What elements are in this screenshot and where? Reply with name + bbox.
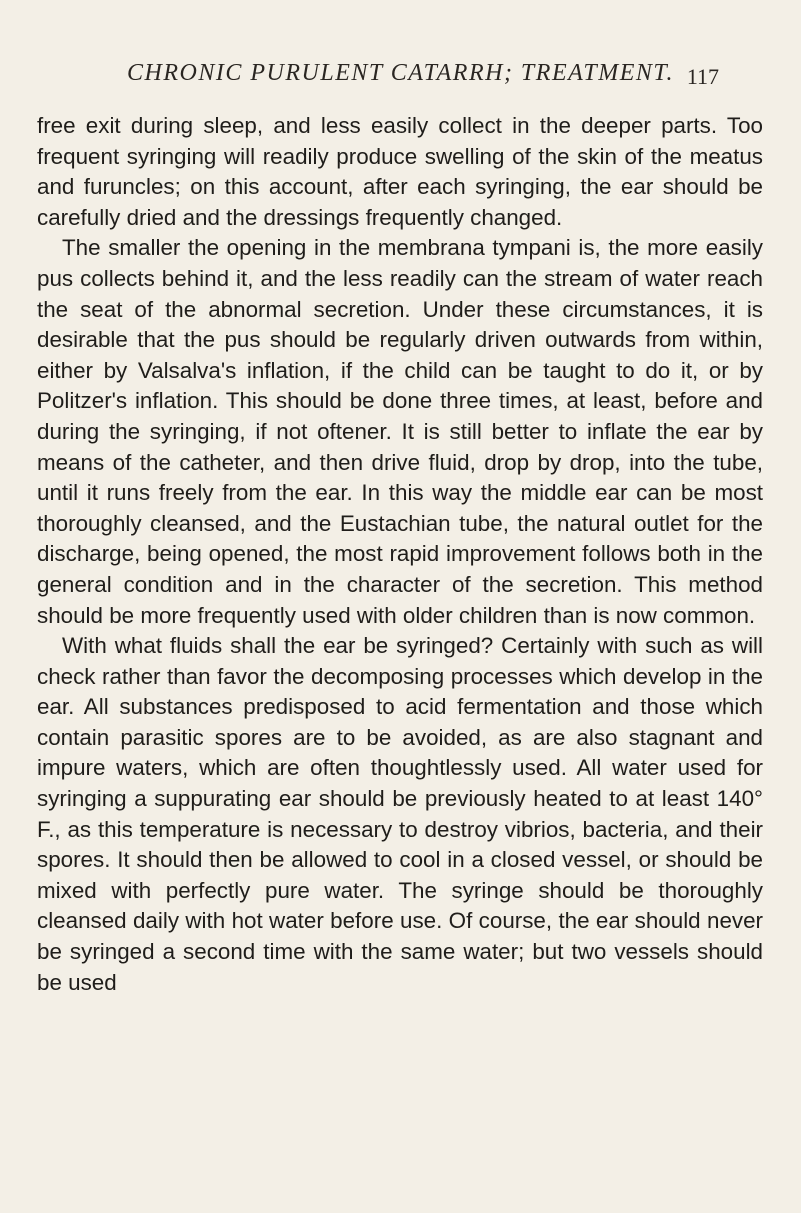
running-head	[0, 60, 801, 96]
body-text	[37, 111, 763, 998]
running-head-title: CHRONIC PURULENT CATARRH; TREATMENT.	[127, 60, 674, 86]
page-number: 117	[686, 64, 719, 89]
paragraph-syringing-fluids: With what fluids shall the ear be syringed? Certainly with such as will check rather than favor the decomposing processes which develop in the ear. All substances predisposed to acid fermentation and those which contain parasitic spores are to be avoided, as are also stagnant and impure waters, which are often thoughtlessly used. All water used for syringing a suppurating ear should be previously heated to at least 140° F., as this temperature is necessary to destroy vibrios, bacteria, and their spores. It should then be allowed to cool in a closed vessel, or should be mixed with perfectly pure water. The syringe should be thoroughly cleansed daily with hot water before use. Of course, the ear should never be syringed a second time with the same water; but two vessels should be used	[37, 633, 763, 995]
paragraph-membrana-tympani: The smaller the opening in the membrana tympani is, the more easily pus collects behind it, and the less readily can the stream of water reach the seat of the abnormal secretion. Under these circumstances, it is desirable that the pus should be regularly driven outwards from within, either by Valsalva's inflation, if the child can be taught to do it, or by Politzer's inflation. This should be done three times, at least, before and during the syringing, if not oftener. It is still better to inflate the ear by means of the catheter, and then drive fluid, drop by drop, into the tube, until it runs freely from the ear. In this way the middle ear can be most thoroughly cleansed, and the Eustachian tube, the natural outlet for the discharge, being opened, the most rapid improvement follows both in the general condition and in the character of the secretion. This method should be more frequently used with older children than is now common.	[37, 235, 763, 628]
paragraph-continued: free exit during sleep, and less easily collect in the deeper parts. Too frequent syringing will readily produce swelling of the skin of the meatus and furuncles; on this account, after each syringing, the ear should be carefully dried and the dressings frequently changed.	[37, 113, 763, 230]
